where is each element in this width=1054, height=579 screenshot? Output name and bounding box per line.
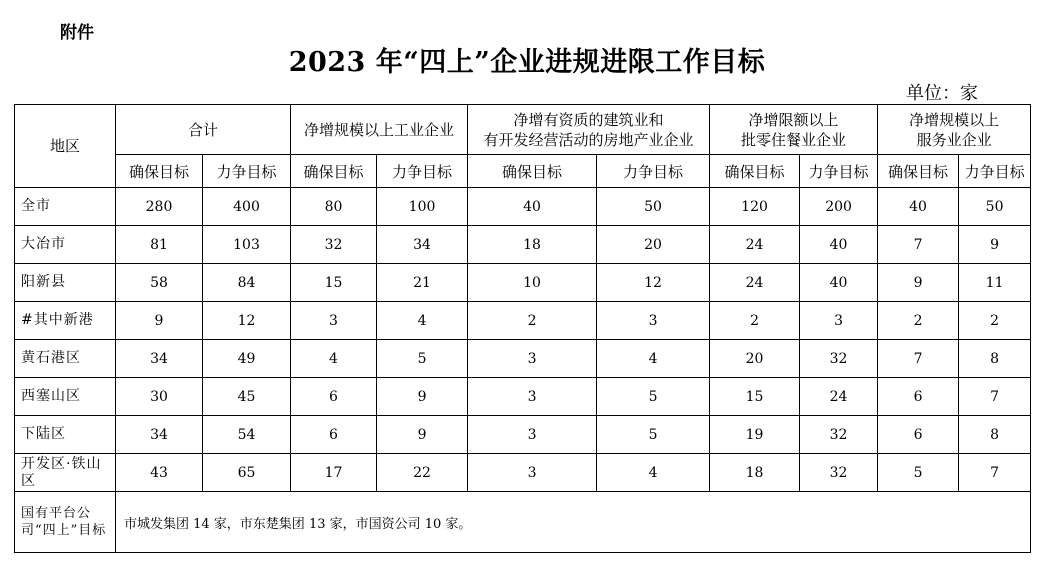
table-cell: 34 xyxy=(116,416,203,454)
table-cell: 30 xyxy=(116,378,203,416)
table-cell: 8 xyxy=(959,340,1031,378)
table-cell: 7 xyxy=(959,378,1031,416)
note-region: 国有平台公司“四上”目标 xyxy=(15,492,116,553)
table-cell: 3 xyxy=(468,454,597,492)
header-group-construction: 净增有资质的建筑业和 有开发经营活动的房地产业企业 xyxy=(468,105,710,155)
table-cell: 32 xyxy=(800,454,878,492)
header-group-services: 净增规模以上 服务业企业 xyxy=(878,105,1031,155)
table-cell: 3 xyxy=(468,340,597,378)
row-region: 下陆区 xyxy=(15,416,116,454)
row-region: 大冶市 xyxy=(15,226,116,264)
table-cell: 6 xyxy=(291,378,377,416)
table-row xyxy=(15,378,1031,416)
table-cell: 40 xyxy=(800,226,878,264)
row-region: 全市 xyxy=(15,188,116,226)
table-row xyxy=(15,454,1031,492)
table-cell: 40 xyxy=(800,264,878,302)
subheader-cell: 力争目标 xyxy=(597,155,710,188)
table-cell: 12 xyxy=(597,264,710,302)
table-cell: 45 xyxy=(203,378,291,416)
row-region: 阳新县 xyxy=(15,264,116,302)
table-cell: 4 xyxy=(377,302,468,340)
table-row xyxy=(15,416,1031,454)
table-row xyxy=(15,226,1031,264)
table-cell: 15 xyxy=(710,378,800,416)
table-cell: 200 xyxy=(800,188,878,226)
table-cell: 8 xyxy=(959,416,1031,454)
page-title: 2023 年“四上”企业进规进限工作目标 xyxy=(288,47,766,78)
subheader-cell: 力争目标 xyxy=(959,155,1031,188)
table-cell: 4 xyxy=(597,340,710,378)
table-cell: 54 xyxy=(203,416,291,454)
table-cell: 22 xyxy=(377,454,468,492)
table-cell: 280 xyxy=(116,188,203,226)
table-cell: 7 xyxy=(878,340,959,378)
targets-table xyxy=(14,104,1031,553)
table-cell: 7 xyxy=(878,226,959,264)
table-cell: 80 xyxy=(291,188,377,226)
table-cell: 32 xyxy=(291,226,377,264)
table-cell: 58 xyxy=(116,264,203,302)
table-cell: 65 xyxy=(203,454,291,492)
row-region: #其中新港 xyxy=(15,302,116,340)
table-cell: 34 xyxy=(377,226,468,264)
table-cell: 50 xyxy=(959,188,1031,226)
table-cell: 2 xyxy=(959,302,1031,340)
table-row xyxy=(15,340,1031,378)
table-cell: 40 xyxy=(468,188,597,226)
table-cell: 2 xyxy=(878,302,959,340)
table-cell: 24 xyxy=(710,226,800,264)
table-cell: 10 xyxy=(468,264,597,302)
table-cell: 3 xyxy=(291,302,377,340)
subheader-cell: 确保目标 xyxy=(710,155,800,188)
subheader-cell: 确保目标 xyxy=(468,155,597,188)
table-cell: 7 xyxy=(959,454,1031,492)
row-region: 西塞山区 xyxy=(15,378,116,416)
attachment-label: 附件 xyxy=(60,23,94,43)
subheader-cell: 力争目标 xyxy=(377,155,468,188)
table-cell: 40 xyxy=(878,188,959,226)
table-cell: 32 xyxy=(800,340,878,378)
table-cell: 6 xyxy=(291,416,377,454)
table-cell: 6 xyxy=(878,416,959,454)
table-cell: 81 xyxy=(116,226,203,264)
table-cell: 9 xyxy=(377,416,468,454)
table-row xyxy=(15,302,1031,340)
subheader-cell: 力争目标 xyxy=(203,155,291,188)
table-cell: 17 xyxy=(291,454,377,492)
table-cell: 5 xyxy=(377,340,468,378)
unit-label: 单位：家 xyxy=(906,83,978,104)
table-row xyxy=(15,264,1031,302)
table-cell: 5 xyxy=(597,378,710,416)
table-cell: 4 xyxy=(291,340,377,378)
table-cell: 103 xyxy=(203,226,291,264)
table-cell: 3 xyxy=(800,302,878,340)
table-cell: 24 xyxy=(800,378,878,416)
table-cell: 9 xyxy=(878,264,959,302)
table-row xyxy=(15,188,1031,226)
subheader-cell: 确保目标 xyxy=(878,155,959,188)
table-cell: 18 xyxy=(468,226,597,264)
table-cell: 6 xyxy=(878,378,959,416)
table-cell: 2 xyxy=(710,302,800,340)
table-cell: 120 xyxy=(710,188,800,226)
table-cell: 12 xyxy=(203,302,291,340)
table-cell: 9 xyxy=(116,302,203,340)
table-cell: 15 xyxy=(291,264,377,302)
table-cell: 11 xyxy=(959,264,1031,302)
table-cell: 24 xyxy=(710,264,800,302)
table-cell: 100 xyxy=(377,188,468,226)
table-cell: 18 xyxy=(710,454,800,492)
table-cell: 9 xyxy=(377,378,468,416)
table-cell: 49 xyxy=(203,340,291,378)
table-cell: 34 xyxy=(116,340,203,378)
subheader-cell: 确保目标 xyxy=(116,155,203,188)
header-region: 地区 xyxy=(15,105,116,188)
subheader-cell: 确保目标 xyxy=(291,155,377,188)
row-region: 黄石港区 xyxy=(15,340,116,378)
table-cell: 21 xyxy=(377,264,468,302)
table-cell: 4 xyxy=(597,454,710,492)
table-cell: 5 xyxy=(878,454,959,492)
subheader-cell: 力争目标 xyxy=(800,155,878,188)
header-group-industry: 净增规模以上工业企业 xyxy=(291,105,468,155)
table-cell: 84 xyxy=(203,264,291,302)
table-cell: 19 xyxy=(710,416,800,454)
table-cell: 400 xyxy=(203,188,291,226)
row-region: 开发区·铁山区 xyxy=(15,454,116,492)
note-text: 市城发集团 14 家，市东楚集团 13 家，市国资公司 10 家。 xyxy=(116,492,1031,553)
table-cell: 9 xyxy=(959,226,1031,264)
table-cell: 20 xyxy=(710,340,800,378)
table-cell: 43 xyxy=(116,454,203,492)
table-cell: 3 xyxy=(468,378,597,416)
table-cell: 5 xyxy=(597,416,710,454)
table-cell: 3 xyxy=(597,302,710,340)
header-group-total: 合计 xyxy=(116,105,291,155)
table-cell: 20 xyxy=(597,226,710,264)
table-cell: 50 xyxy=(597,188,710,226)
table-cell: 3 xyxy=(468,416,597,454)
header-group-retail: 净增限额以上 批零住餐业企业 xyxy=(710,105,878,155)
table-cell: 32 xyxy=(800,416,878,454)
table-cell: 2 xyxy=(468,302,597,340)
